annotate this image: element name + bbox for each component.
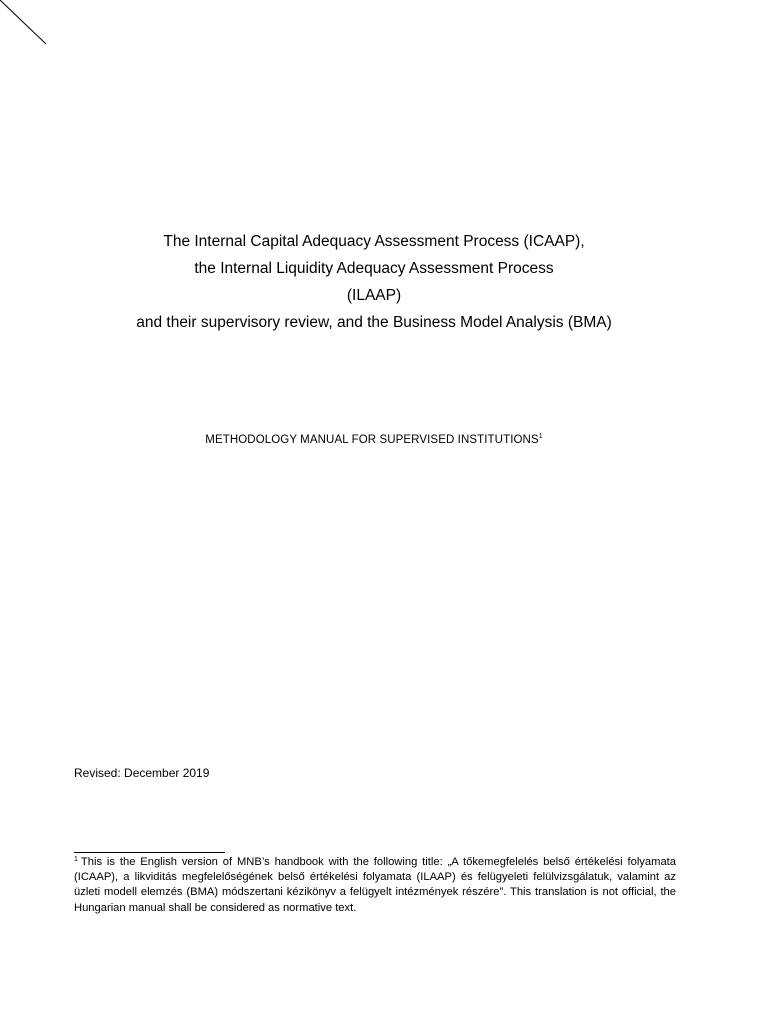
- title-line-3: (ILAAP): [346, 287, 402, 304]
- document-title: [60, 228, 688, 336]
- title-line-4: and their supervisory review, and the Business Model Analysis (BMA): [136, 314, 612, 331]
- corner-crop-mark: [0, 0, 50, 50]
- footnote-reference: 1: [538, 433, 543, 440]
- footnote-marker: 1: [74, 856, 78, 863]
- subtitle-text: METHODOLOGY MANUAL FOR SUPERVISED INSTITUTIONS: [205, 434, 539, 446]
- footnote: [74, 855, 676, 916]
- document-subtitle: [60, 434, 688, 446]
- footnote-separator: [74, 852, 225, 853]
- revision-date: Revised: December 2019: [74, 766, 210, 780]
- footnote-text: This is the English version of MNB’s handbook with the following title: „A tőkemegfelelés belső értékelési folyamata (ICAAP), a likviditás megfelelőségének belső értékelési folyamata (ILAAP) és felügyeleti felülvizsgálatuk, valamint az üzleti modell elemzés (BMA) módszertani kézikönyv a felügyelt intézmények részére”. This translation is not official, the Hungarian manual shall be considered as normative text.: [74, 856, 676, 914]
- title-line-1: The Internal Capital Adequacy Assessment Process (ICAAP),: [163, 233, 585, 250]
- title-line-2: the Internal Liquidity Adequacy Assessment Process: [194, 260, 554, 277]
